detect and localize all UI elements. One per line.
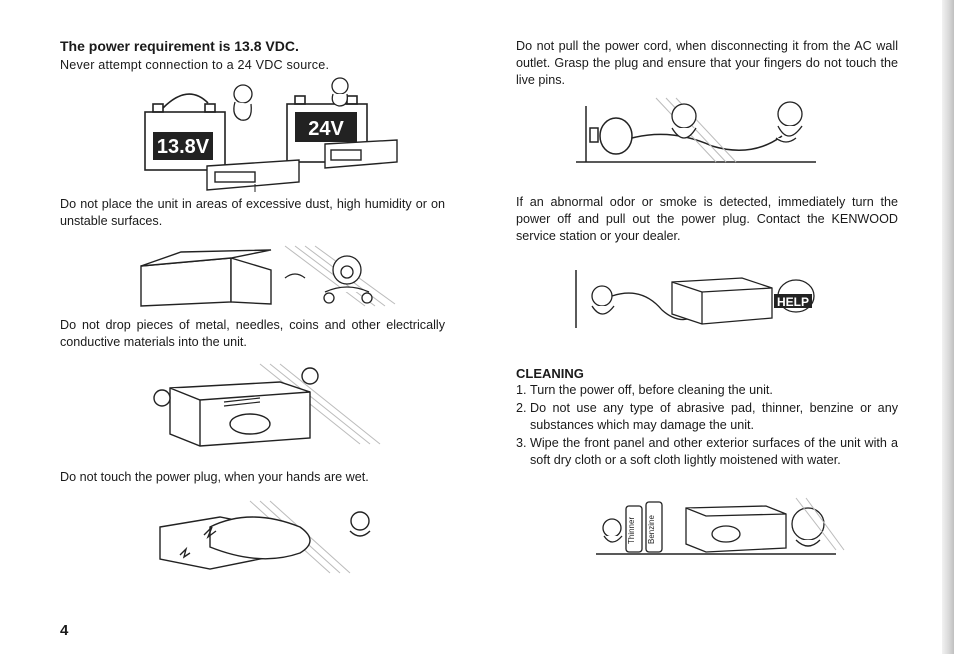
thinner-bottle-label: Thinner [627,516,636,544]
list-item: 1. Turn the power off, before cleaning the unit. [516,383,773,397]
dust-warning: Do not place the unit in areas of excessive dust, high humidity or on unstable surfaces. [60,197,445,228]
power-cord-illustration [576,92,816,168]
unstable-surface-illustration [135,236,405,312]
cleaning-illustration [596,494,846,560]
list-item: 2. Do not use any type of abrasive pad, thinner, benzine or any substances which may damage the unit. [516,401,898,432]
power-cord-warning: Do not pull the power cord, when disconnecting it from the AC wall outlet. Grasp the plug and ensure that your fingers do not touch the live pins. [516,39,898,87]
cleaning-list [516,382,898,470]
power-requirement-title: The power requirement is 13.8 VDC. [60,38,299,54]
voltage-label-13-8: 13.8V [156,136,210,158]
metal-objects-warning: Do not drop pieces of metal, needles, coins and other electrically conductive materials into the unit. [60,318,445,349]
wet-hands-illustration [140,497,390,577]
wet-hands-warning: Do not touch the power plug, when your hands are wet. [60,470,369,484]
page-edge-shadow [942,0,954,654]
page-number: 4 [60,622,69,639]
power-requirement-note: Never attempt connection to a 24 VDC source. [60,58,330,72]
benzine-bottle-label: Benzine [647,515,656,544]
help-label: HELP [776,295,810,309]
cleaning-heading: CLEANING [516,366,584,381]
help-illustration [572,266,822,332]
metal-drop-illustration [140,358,390,450]
abnormal-odor-warning: If an abnormal odor or smoke is detected, immediately turn the power off and pull out the power plug. Contact the KENWOOD service station or your dealer. [516,195,898,243]
list-item: 3. Wipe the front panel and other exterior surfaces of the unit with a soft dry cloth or a soft cloth lightly moistened with water. [516,436,898,467]
battery-illustration [135,74,405,194]
voltage-label-24: 24V [308,118,344,140]
